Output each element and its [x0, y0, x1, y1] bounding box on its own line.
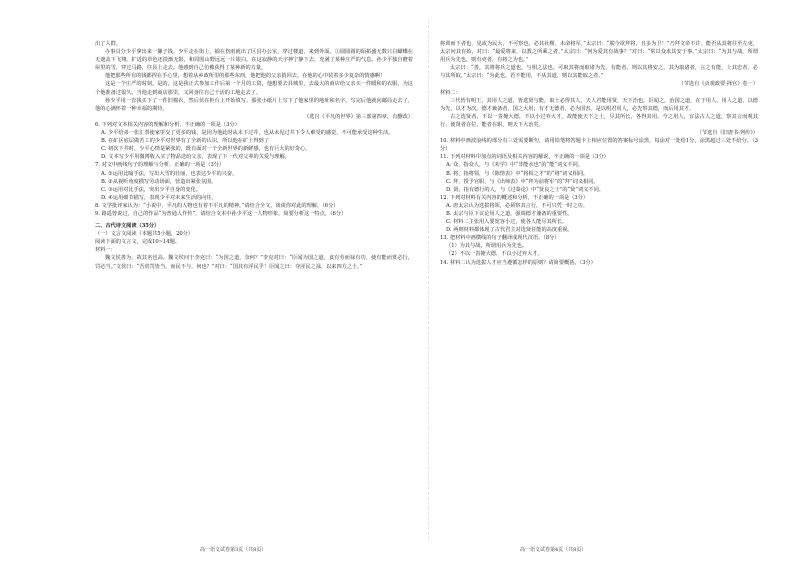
left-line-22: 材料一：: [95, 247, 116, 254]
left-line-21: 阅读下面的文言文，完成10~14题。: [95, 239, 180, 246]
fold-line: [428, 20, 429, 540]
right-line-17: D. 两则材料都体现了古代君主对选贤任能的高度重视。: [446, 227, 573, 234]
left-line-8: B. 在矿区底层做苦工的少平对世界有了全新的认识，所以他在矿上得到了: [101, 138, 269, 145]
right-line-12: D. 贤，指有德行的人，与《过秦论》中“贤良之士”的“贤”词义不同。: [446, 186, 604, 193]
right-line-5: 古之选贤者，不以一眚掩大德，不以小过弃大才。故能使天下之士，尽其所长，各得其用。今之用人，宜法古人之道，察其言而观其行，使贤者在位，能者在职，则天下大治矣。: [440, 113, 758, 128]
right-line-4: 三代皆有明王，其用人之道，皆选贤与能，取士必得其人。夫人君能用贤，天下治也。臣闻之，治国之道，在于用人。用人之道，以德为先，以才为次。德才兼备者，国之大用；有才无德者，必为国害。是以明君用人，必先察其德，而后用其才。: [440, 97, 758, 112]
left-line-20: （一）文言文阅读（本题共5小题，20分）: [95, 231, 194, 238]
left-line-15: D. ④运用细节描写，表现少平对未来生活的向往。: [101, 194, 217, 201]
right-line-6: （节选自《旧唐书·列传》）: [696, 130, 758, 137]
left-line-1: 办事员分少平拿出来一摞子钱。少平走在街上，捕在伤雨就出了区县办公室，穿过楼道，来到外面。①圆圆圆的陌拓盛无数只白蝴蝶在无遮盖下飞翔。扩近的草色还淡渐无影，和周围山野远远一片银白。在这寂静的天宇神宁静下去，充满了某种庄严的气息。孙少平独自瞪着屋里的雪，穿过马路，往县上走去。他感到自己仿佛获得了某种新的力量。: [95, 49, 413, 72]
right-line-20: （2）不以一眚掩大德，不以小过弃大才。: [446, 251, 543, 258]
left-line-2: 他把那些所有的钱都捏在手心里，想着从乡政所里的那些东西，他把他的父亲捎回去。在他的心中装着多少复杂的情感啊！: [105, 73, 386, 80]
left-line-12: A. ①运用比喻手法，写出大雪的壮丽，也表达少平的兴奋。: [101, 170, 238, 177]
right-line-2: （节选自《贞观政要·择官》卷一）: [678, 81, 758, 88]
left-line-16: 8. 文学批评家认为：“小说中，平凡的人物也有着不平凡的精神。”请结合全文，谈谈你对此的理解。（6分）: [95, 202, 339, 209]
left-line-17: 9. 路遥曾说过，自己的作品“为普通人作传”，请结合文本中孙少平这一人物形象，简要分析这一特点。（6分）: [95, 210, 347, 217]
left-line-23: 魏文侯善为，故其名也高。魏文侯问于李克曰：“为国之道，奈何？”李克对曰：“臣闻为国之道，食有劳而禄有功，使有能而赏必行，罚必当。”文侯曰：“吾赏罚皆当，而民不与，何也？”对曰：“国其有淫民乎！臣闻之曰：夺淫民之禄，以来四方之士。”: [95, 255, 413, 270]
left-page-column: [95, 40, 413, 540]
left-line-6: 6. 下列对文本相关内容的理解和分析，不正确的一项是（3分）: [95, 121, 240, 128]
right-line-16: C. 材料二主张用人要宽容小过，使各人能尽其所长。: [446, 219, 568, 226]
right-line-19: （1）为其与战，所谓用兵为先也。: [446, 243, 528, 250]
right-line-0: 将训而下者也，见或为民大，不可察也，必其社稷，未命将军。”太宗曰：“朕今欲拜将，且多为卫！”乃拜文帝不许。能否从其将往至左吏，太宗问其有始，对曰：“最爱将来，以教之所乘之者，”太宗曰：“何为爱其有战事？”对曰：“常以众求其安于事。”太宗曰：“为其与战，所谓用兵为先也，则有吏者，有将之为也。”: [440, 41, 758, 64]
left-line-11: 7. 对文中画线句子的理解与分析，正确的一项是（3分）: [95, 162, 225, 169]
left-line-7: A. 少平给弟一张汇票使家里交了更多的钱，是因为他此时从未下过井，也从未见过井下令人难受的感觉，不可能承受这种生活。: [101, 130, 394, 137]
left-line-9: C. 初次下井时，少平心情是紧张的，既有面对一个全新世界的新鲜感，也有巨大的好奇心。: [101, 146, 311, 153]
right-line-3: 材料二：: [440, 89, 461, 96]
right-page-column: [440, 40, 758, 540]
left-line-3: 这是一个庄严的时刻。是的，这是我正式参加工作后第一个月的工资，他想要去县城里，去最大的商店给父亲买一件暖和的衣服，为这个他准备过很久。当他走到商店那里，又回身往自己干活的工地走去了。: [95, 81, 413, 96]
right-line-13: 12. 下列对材料有关内容的概述和分析，不正确的一项是（3分）: [440, 194, 589, 201]
left-line-13: B. ②从视听角度描写劳动场面，营造出紧张氛围。: [101, 178, 217, 185]
right-line-9: A. 众，指众人，与《劝学》中“非能水也”的“能”词义不同。: [446, 162, 583, 169]
left-line-4: 孙少平用一沓钱买下了一件旧棉衣，然后伏在柜台上开始填写。那张小纸片上写下了他家里的地址和名字，写完后他就向邮局走去了，他的心满怀着一种幸福的期待。: [95, 97, 413, 112]
right-line-21: 14. 材料二认为选拔人才应当遵循怎样的原则？请简要概括。（3分）: [440, 259, 596, 266]
left-line-19: 二、古代诗文阅读（35分）: [95, 223, 160, 230]
right-line-1: 太宗曰：“善。其将将兵之道也，与相之法也。可取其将而取诸为先，有能者，则以其将安之。其为取诸者，言之有能，上其忠者，必与其所取。”太宗曰：“为此也，若不能用，不从其道，则以其能取之者。”: [440, 65, 758, 80]
left-line-14: C. ③运用对比手法，突出少平自身的变化。: [101, 186, 201, 193]
right-page-footer: 高一语文试卷第4页（共8页）: [520, 547, 587, 553]
right-line-14: A. 唐太宗认为选拔将领，必须察其言行，不可只凭一时之功。: [446, 202, 588, 209]
right-line-7: 10. 材料中画波浪线的部分有三处需要断句，请用铅笔将答题卡上相应位置的答案标号涂黑，每涂对一处给1分，涂黑超过三处不给分。（3分）: [440, 138, 758, 153]
right-line-10: B. 将，指将领，与《陈情表》中“将相之才”的“将”词义相同。: [446, 170, 589, 177]
right-line-18: 13. 把材料中画横线的句子翻译成现代汉语。（8分）: [440, 235, 560, 242]
right-line-15: B. 太宗与臣下议论用人之道，强调德才兼备的重要性。: [446, 210, 573, 217]
left-line-0: 出了人群。: [95, 41, 121, 47]
left-line-5: （选自《平凡的世界》第三部第四章，有删改）: [304, 113, 413, 120]
right-line-8: 11. 下列对材料中加点的词语及相关内容的解说，不正确的一项是（3分）: [440, 154, 609, 161]
right-line-11: C. 拜，授予官职，与《出师表》中“拜为前将军”的“拜”词义相同。: [446, 178, 599, 185]
left-page-footer: 高一语文试卷第3页（共8页）: [200, 547, 267, 553]
left-line-10: D. 文本写少平用微薄收入买了物品送给父亲，表现了下一代对父辈的关爱与理解。: [101, 154, 290, 161]
